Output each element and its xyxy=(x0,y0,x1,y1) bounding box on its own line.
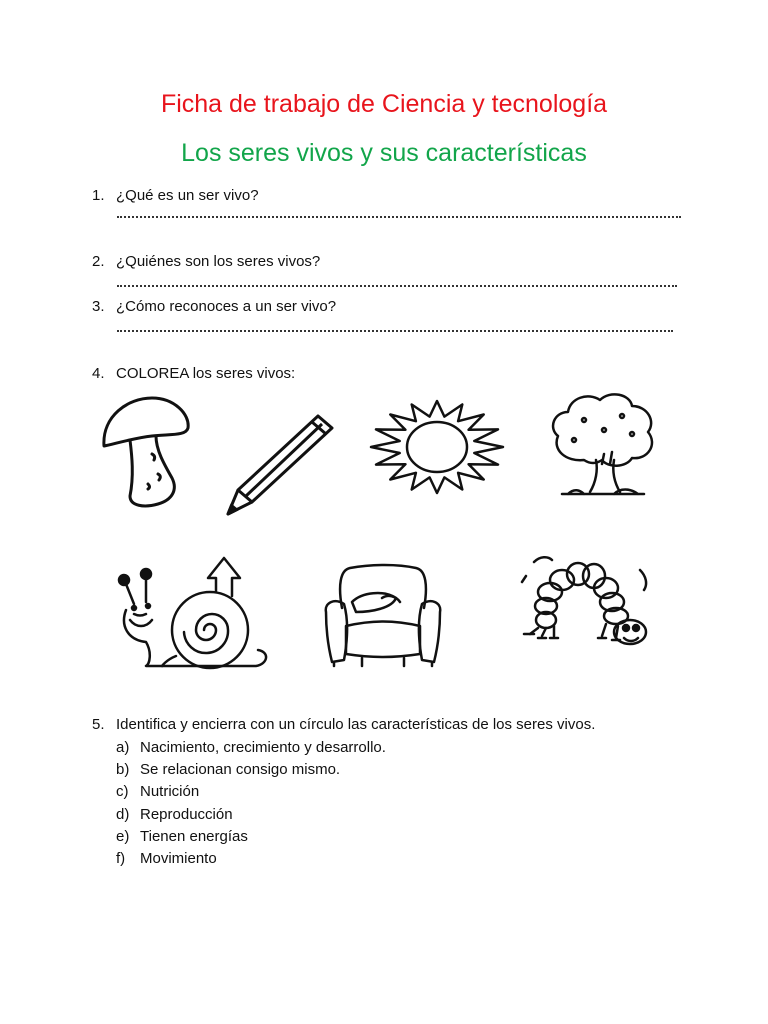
option-e[interactable] xyxy=(116,828,248,845)
question-number: 4. xyxy=(92,365,105,382)
question-number: 2. xyxy=(92,253,105,270)
option-a[interactable] xyxy=(116,739,386,756)
option-text: Nutrición xyxy=(140,783,200,800)
question-text: ¿Qué es un ser vivo? xyxy=(116,187,259,204)
question-4 xyxy=(92,365,295,382)
option-text: Nacimiento, crecimiento y desarrollo. xyxy=(140,739,386,756)
question-text: Identifica y encierra con un círculo las características de los seres vivos. xyxy=(116,716,596,733)
option-text: Se relacionan consigo mismo. xyxy=(140,761,341,778)
option-b[interactable] xyxy=(116,761,340,778)
option-letter: f) xyxy=(116,850,126,867)
answer-line-1[interactable] xyxy=(117,216,681,218)
snail-icon[interactable] xyxy=(106,556,272,672)
question-number: 1. xyxy=(92,187,105,204)
option-letter: c) xyxy=(116,783,129,800)
pencil-icon[interactable] xyxy=(226,414,336,516)
option-text: Reproducción xyxy=(140,806,233,823)
question-text: COLOREA los seres vivos: xyxy=(116,365,296,382)
sun-icon[interactable] xyxy=(370,400,504,494)
mushroom-icon[interactable] xyxy=(100,394,192,512)
option-c[interactable] xyxy=(116,783,199,800)
page-subtitle: Los seres vivos y sus características xyxy=(181,139,587,167)
option-letter: b) xyxy=(116,761,130,778)
option-text: Movimiento xyxy=(140,850,217,867)
question-3 xyxy=(92,298,336,315)
question-text: ¿Quiénes son los seres vivos? xyxy=(116,253,321,270)
option-text: Tienen energías xyxy=(140,828,248,845)
question-text: ¿Cómo reconoces a un ser vivo? xyxy=(116,298,337,315)
page-title: Ficha de trabajo de Ciencia y tecnología xyxy=(160,90,608,118)
question-1 xyxy=(92,187,259,204)
question-2 xyxy=(92,253,320,270)
option-d[interactable] xyxy=(116,806,233,823)
question-number: 5. xyxy=(92,716,105,733)
option-letter: a) xyxy=(116,739,130,756)
option-f[interactable] xyxy=(116,850,217,867)
question-number: 3. xyxy=(92,298,105,315)
option-letter: d) xyxy=(116,806,130,823)
sun-rays xyxy=(371,401,503,493)
option-letter: e) xyxy=(116,828,130,845)
tree-icon[interactable] xyxy=(544,390,664,500)
caterpillar-icon[interactable] xyxy=(520,554,656,658)
answer-line-3[interactable] xyxy=(117,330,673,332)
question-5 xyxy=(92,716,595,733)
armchair-icon[interactable] xyxy=(322,562,444,668)
answer-line-2[interactable] xyxy=(117,285,677,287)
